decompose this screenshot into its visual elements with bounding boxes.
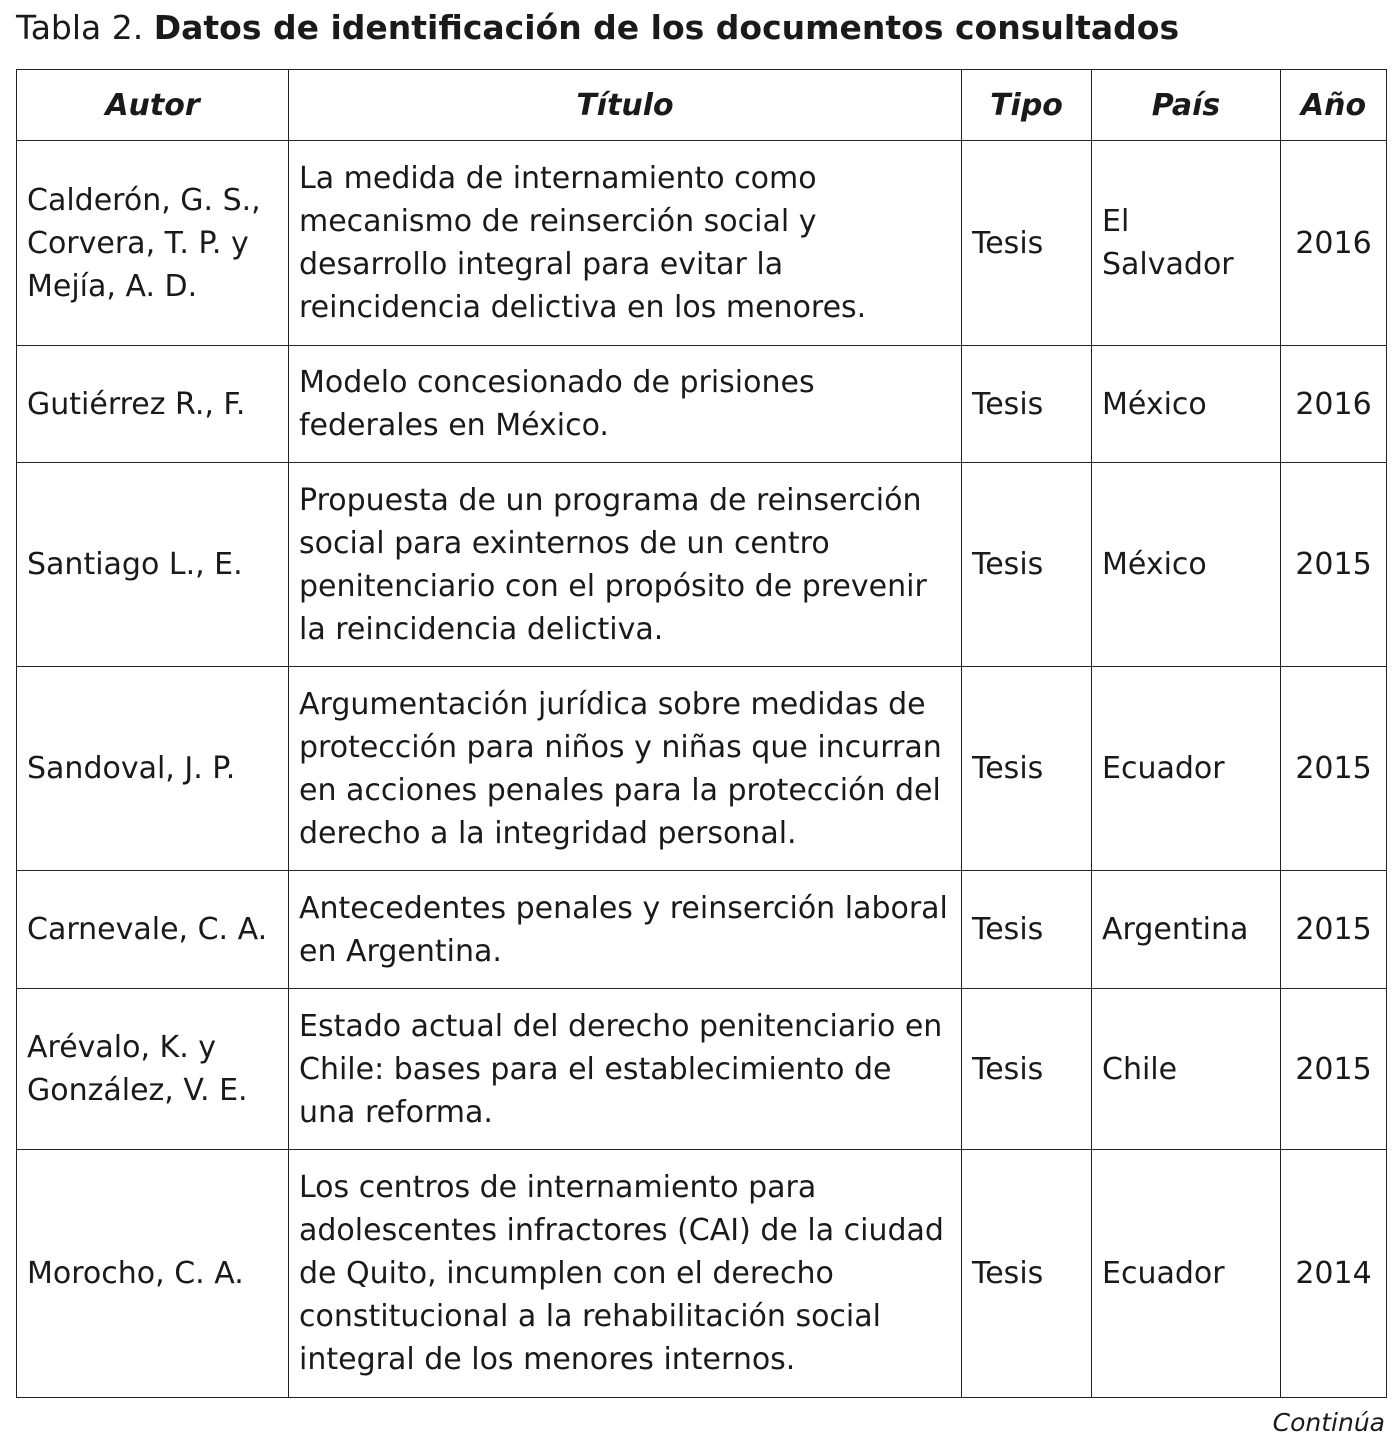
cell-anio: 2015: [1281, 871, 1387, 989]
cell-pais: Ecuador: [1092, 667, 1281, 871]
continues-note: Continúa: [1272, 1408, 1385, 1437]
cell-anio: 2015: [1281, 989, 1387, 1150]
cell-tipo: Tesis: [962, 1150, 1092, 1398]
table-caption: [16, 6, 1179, 50]
table-row: [17, 667, 1387, 871]
cell-tipo: Tesis: [962, 346, 1092, 463]
header-tipo: Tipo: [962, 70, 1092, 141]
table-header-row: [17, 70, 1387, 141]
cell-titulo: Modelo concesionado de prisiones federales en México.: [289, 346, 962, 463]
documents-table: [16, 69, 1387, 1398]
cell-tipo: Tesis: [962, 667, 1092, 871]
cell-anio: 2014: [1281, 1150, 1387, 1398]
cell-anio: 2015: [1281, 667, 1387, 871]
caption-title: Datos de identificación de los documentos consultados: [153, 8, 1180, 47]
header-anio: Año: [1281, 70, 1387, 141]
cell-pais: Ecuador: [1092, 1150, 1281, 1398]
cell-pais: Chile: [1092, 989, 1281, 1150]
cell-autor: Gutiérrez R., F.: [17, 346, 289, 463]
cell-autor: Arévalo, K. y González, V. E.: [17, 989, 289, 1150]
cell-titulo: Estado actual del derecho penitenciario en Chile: bases para el establecimiento de una reforma.: [289, 989, 962, 1150]
cell-titulo: La medida de internamiento como mecanismo de reinserción social y desarrollo integral para evitar la reincidencia delictiva en los menores.: [289, 141, 962, 346]
cell-autor: Sandoval, J. P.: [17, 667, 289, 871]
cell-anio: 2016: [1281, 141, 1387, 346]
cell-anio: 2015: [1281, 463, 1387, 667]
cell-pais: Argentina: [1092, 871, 1281, 989]
table-row: [17, 1150, 1387, 1398]
table-row: [17, 989, 1387, 1150]
cell-pais: El Salvador: [1092, 141, 1281, 346]
cell-tipo: Tesis: [962, 463, 1092, 667]
header-pais: País: [1092, 70, 1281, 141]
cell-titulo: Argumentación jurídica sobre medidas de protección para niños y niñas que incurran en acciones penales para la protección del derecho a la integridad personal.: [289, 667, 962, 871]
cell-autor: Santiago L., E.: [17, 463, 289, 667]
cell-tipo: Tesis: [962, 989, 1092, 1150]
header-titulo: Título: [289, 70, 962, 141]
header-autor: Autor: [17, 70, 289, 141]
table-row: [17, 463, 1387, 667]
table-row: [17, 871, 1387, 989]
cell-autor: Calderón, G. S., Corvera, T. P. y Mejía, A. D.: [17, 141, 289, 346]
cell-titulo: Propuesta de un programa de reinserción social para exinternos de un centro penitenciario con el propósito de prevenir la reincidencia delictiva.: [289, 463, 962, 667]
cell-tipo: Tesis: [962, 871, 1092, 989]
table-row: [17, 141, 1387, 346]
cell-titulo: Los centros de internamiento para adolescentes infractores (CAI) de la ciudad de Quito, incumplen con el derecho constitucional a la rehabilitación social integral de los menores internos.: [289, 1150, 962, 1398]
caption-label: Tabla 2.: [16, 8, 144, 47]
cell-autor: Carnevale, C. A.: [17, 871, 289, 989]
table-row: [17, 346, 1387, 463]
cell-autor: Morocho, C. A.: [17, 1150, 289, 1398]
cell-tipo: Tesis: [962, 141, 1092, 346]
cell-pais: México: [1092, 463, 1281, 667]
cell-pais: México: [1092, 346, 1281, 463]
cell-titulo: Antecedentes penales y reinserción laboral en Argentina.: [289, 871, 962, 989]
cell-anio: 2016: [1281, 346, 1387, 463]
